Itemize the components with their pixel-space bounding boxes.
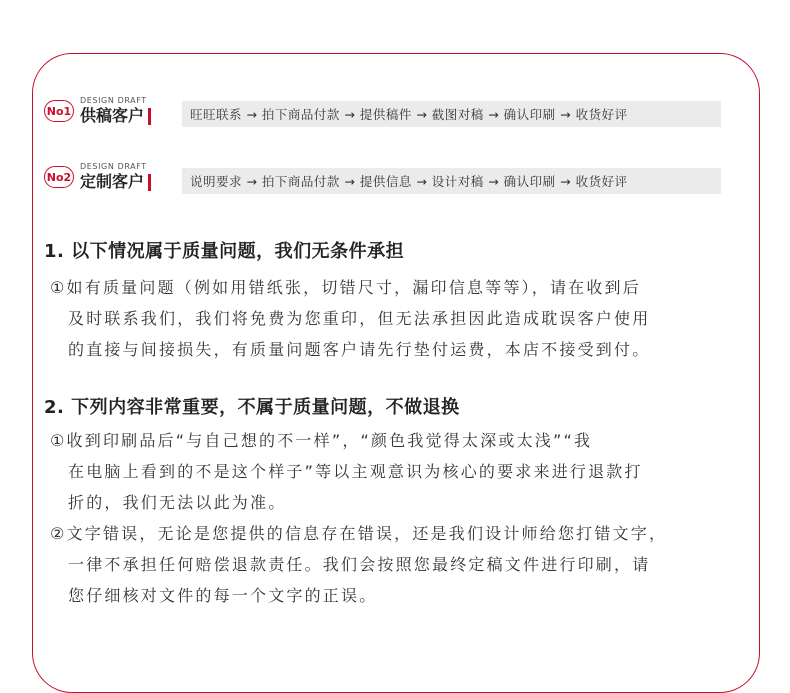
supply-customer-title: 供稿客户 — [80, 106, 151, 126]
accent-bar — [148, 174, 151, 191]
design-draft-label: DESIGN DRAFT — [80, 162, 147, 171]
supply-customer-header — [44, 96, 151, 126]
step-badge-1: No1 — [44, 100, 74, 122]
custom-customer-title: 定制客户 — [80, 172, 151, 192]
design-draft-label: DESIGN DRAFT — [80, 96, 147, 105]
accent-bar — [148, 108, 151, 125]
custom-flow: 说明要求 → 拍下商品付款 → 提供信息 → 设计对稿 → 确认印刷 → 收货好评 — [182, 168, 721, 194]
heading-no-return: 2. 下列内容非常重要，不属于质量问题，不做退换 — [44, 397, 460, 418]
heading-quality-issues: 1. 以下情况属于质量问题，我们无条件承担 — [44, 241, 405, 262]
supply-flow: 旺旺联系 → 拍下商品付款 → 提供稿件 → 截图对稿 → 确认印刷 → 收货好评 — [182, 101, 721, 127]
text-error-paragraph: ②文字错误，无论是您提供的信息存在错误，还是我们设计师给您打错文字， 一律不承担任何赔偿退款责任。我们会按照您最终定稿文件进行印刷，请 您仔细核对文件的每一个文字的正误。 — [50, 524, 668, 605]
subjective-paragraph: ①收到印刷品后“与自己想的不一样”，“颜色我觉得太深或太浅”“我 在电脑上看到的不是这个样子”等以主观意识为核心的要求来进行退款打 折的，我们无法以此为准。 — [50, 431, 643, 512]
quality-issue-paragraph: ①如有质量问题（例如用错纸张，切错尺寸，漏印信息等等），请在收到后 及时联系我们，我们将免费为您重印，但无法承担因此造成耽误客户使用 的直接与间接损失，有质量问题客户请先行垫付运费，本店不接受到付。 — [50, 278, 651, 359]
custom-customer-header — [44, 162, 151, 192]
step-badge-2: No2 — [44, 166, 74, 188]
